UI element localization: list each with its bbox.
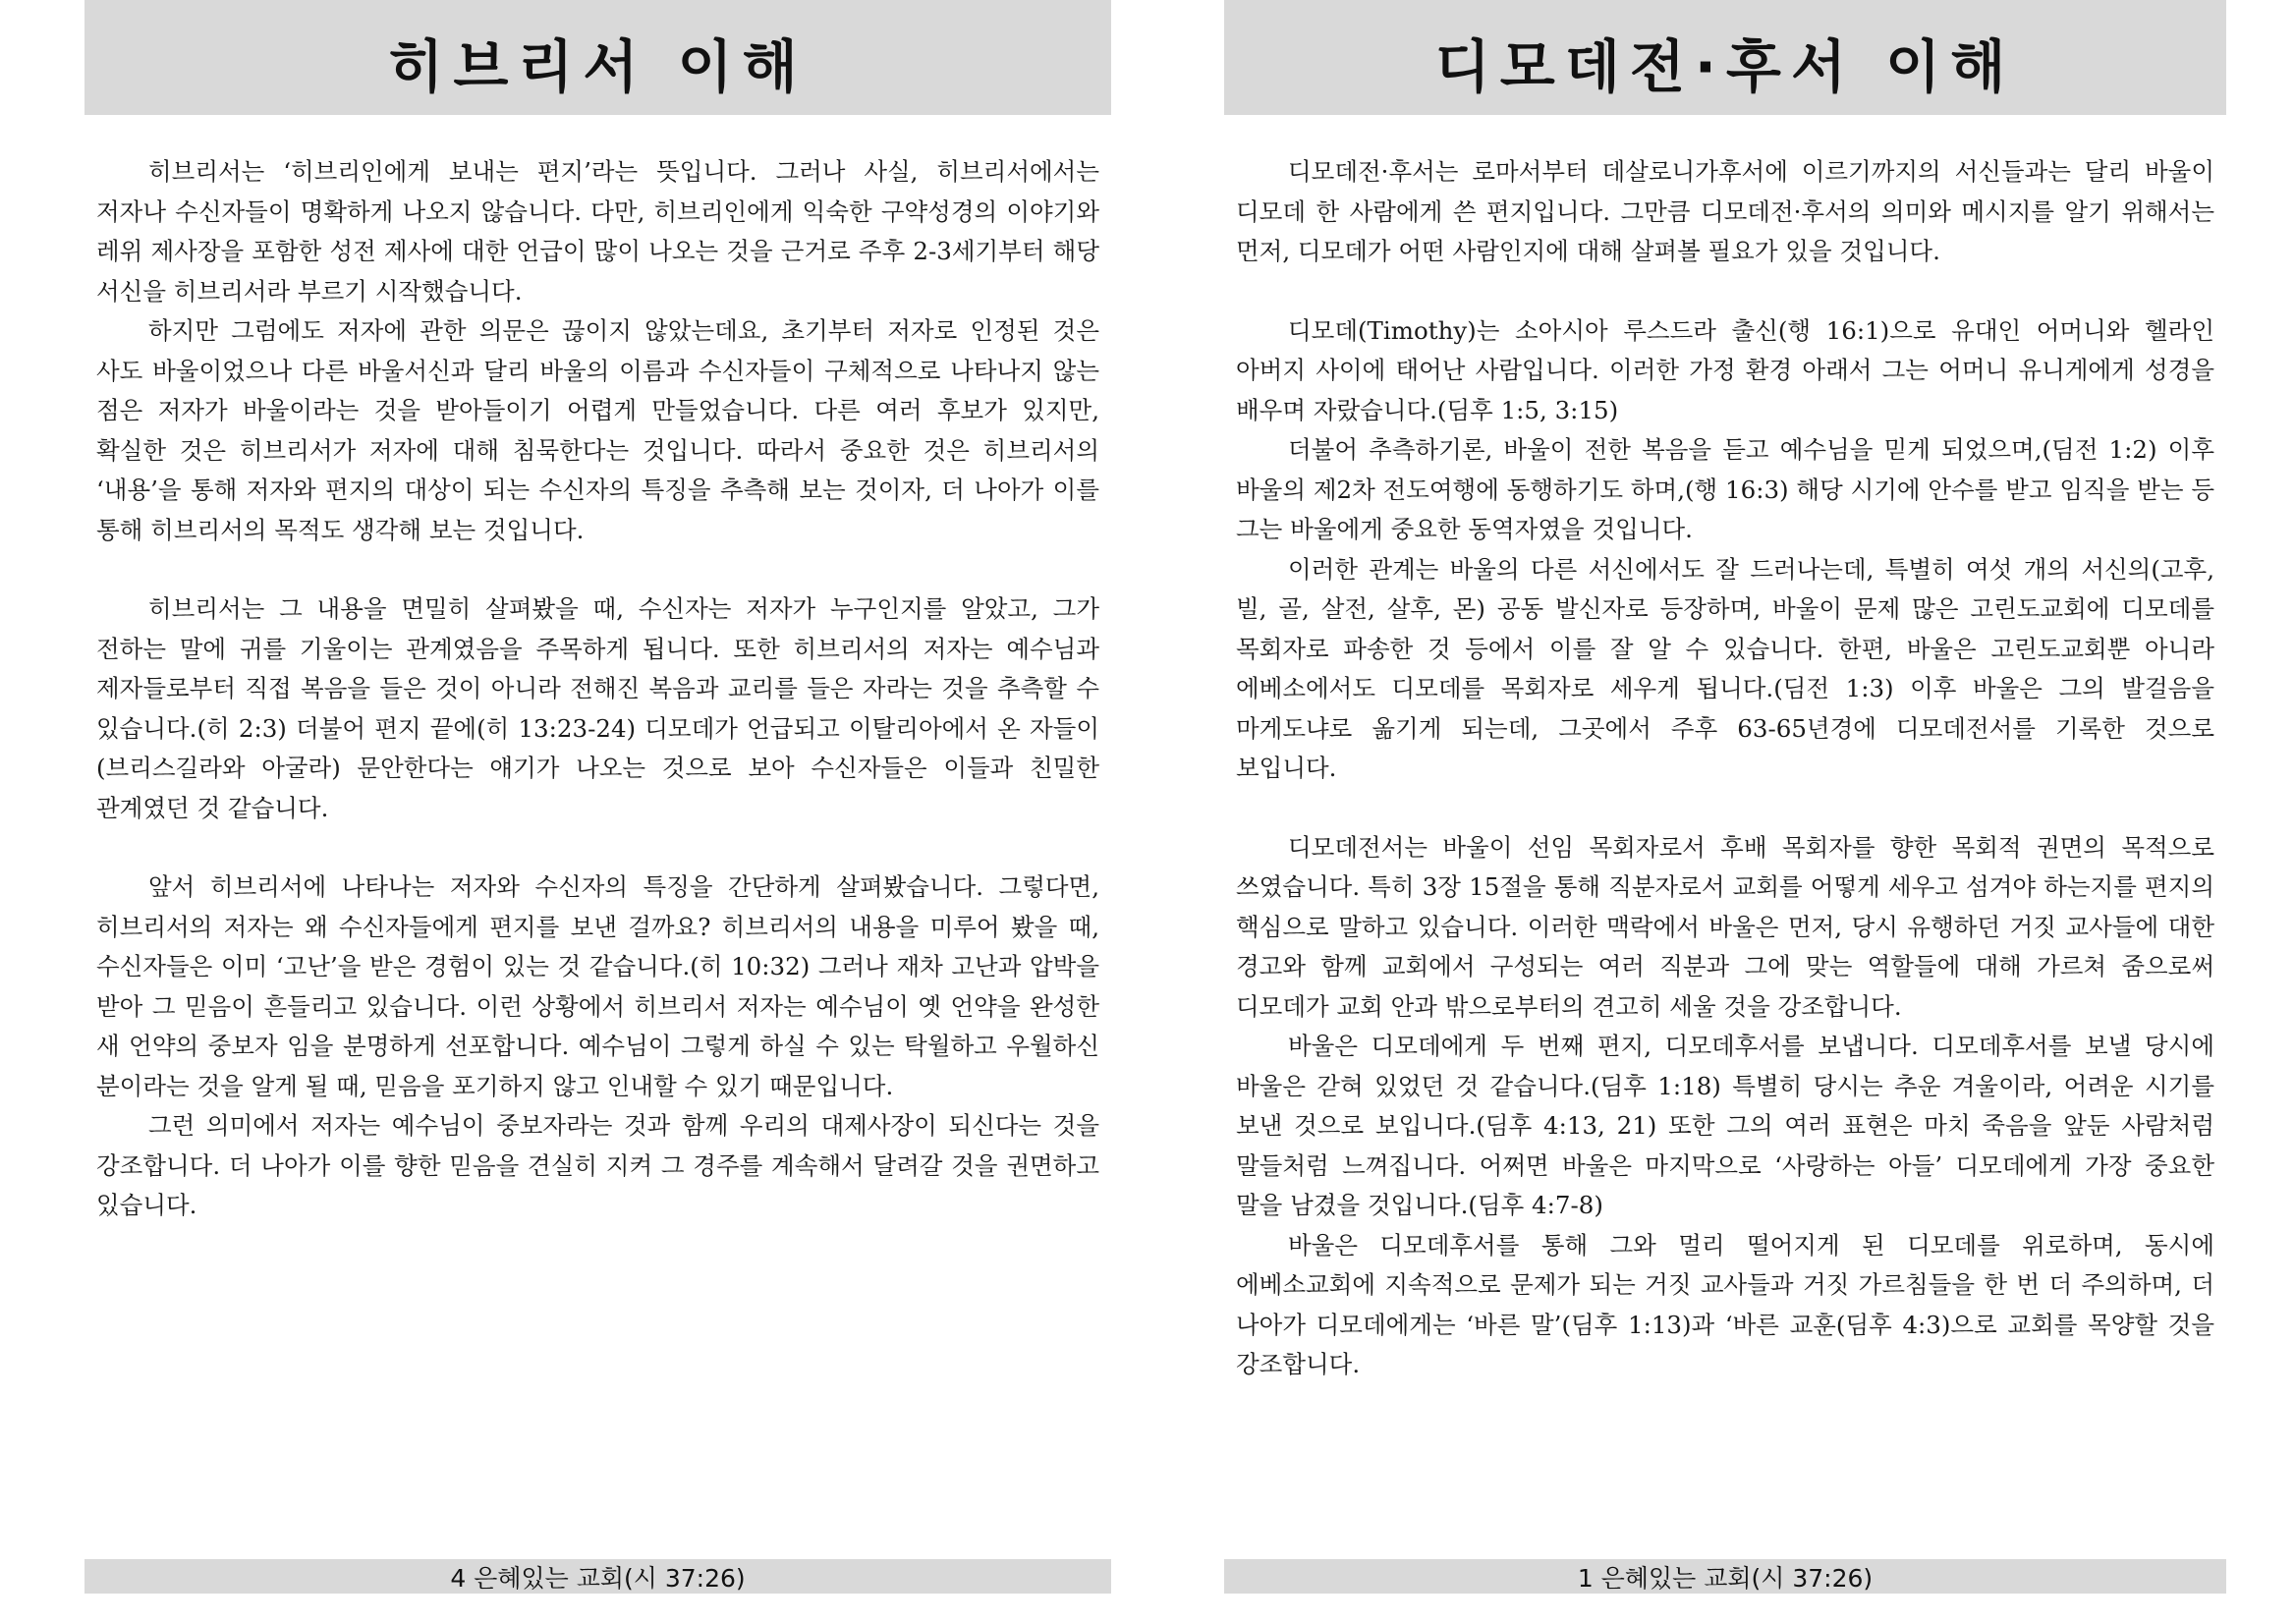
- left-page-footer: [84, 1559, 1111, 1594]
- left-page-title: 히브리서 이해: [388, 32, 808, 100]
- right-page: [1224, 0, 2226, 1593]
- right-page-body: [1224, 115, 2226, 1385]
- left-page-body: [84, 115, 1111, 1226]
- left-paragraph: 히브리서는 그 내용을 면밀히 살펴봤을 때, 수신자는 저자가 누구인지를 알았고, 그가 전하는 말에 귀를 기울이는 관계였음을 주목하게 됩니다. 또한 히브리서의 저자는 예수님과 제자들로부터 직접 복음을 들은 것이 아니라 전해진 복음과 교리를 들은 자라는 것을 추측할 수 있습니다.(히 2:3) 더불어 편지 끝에(히 13:23-24) 디모데가 언급되고 이탈리아에서 온 자들이(브리스길라와 아굴라) 문안한다는 얘기가 나오는 것으로 보아 수신자들은 이들과 친밀한 관계였던 것 같습니다.: [96, 594, 1099, 822]
- right-paragraph: 디모데전·후서는 로마서부터 데살로니가후서에 이르기까지의 서신들과는 달리 바울이 디모데 한 사람에게 쓴 편지입니다. 그만큼 디모데전·후서의 의미와 메시지를 알기 위해서는 먼저, 디모데가 어떤 사람인지에 대해 살펴볼 필요가 있을 것입니다.: [1236, 157, 2214, 265]
- right-page-footer: [1224, 1559, 2226, 1594]
- right-footer-text: 1 은혜있는 교회(시 37:26): [1577, 1563, 1874, 1593]
- left-title-bar: [84, 0, 1111, 115]
- right-paragraph: 더불어 추측하기론, 바울이 전한 복음을 듣고 예수님을 믿게 되었으며,(딤전 1:2) 이후 바울의 제2차 전도여행에 동행하기도 하며,(행 16:3) 해당 시기에 안수를 받고 임직을 받는 등 그는 바울에게 중요한 동역자였을 것입니다.: [1236, 435, 2214, 543]
- left-paragraph: 하지만 그럼에도 저자에 관한 의문은 끊이지 않았는데요, 초기부터 저자로 인정된 것은 사도 바울이었으나 다른 바울서신과 달리 바울의 이름과 수신자들이 구체적으로 나타나지 않는 점은 저자가 바울이라는 것을 받아들이기 어렵게 만들었습니다. 다른 여러 후보가 있지만, 확실한 것은 히브리서가 저자에 대해 침묵한다는 것입니다. 따라서 중요한 것은 히브리서의 ‘내용’을 통해 저자와 편지의 대상이 되는 수신자의 특징을 추측해 보는 것이자, 더 나아가 이를 통해 히브리서의 목적도 생각해 보는 것입니다.: [96, 316, 1099, 544]
- left-paragraph: 그런 의미에서 저자는 예수님이 중보자라는 것과 함께 우리의 대제사장이 되신다는 것을 강조합니다. 더 나아가 이를 향한 믿음을 견실히 지켜 그 경주를 계속해서 달려갈 것을 권면하고 있습니다.: [96, 1111, 1099, 1219]
- left-footer-text: 4 은혜있는 교회(시 37:26): [450, 1563, 746, 1593]
- left-paragraph: 앞서 히브리서에 나타나는 저자와 수신자의 특징을 간단하게 살펴봤습니다. 그렇다면, 히브리서의 저자는 왜 수신자들에게 편지를 보낸 걸까요? 히브리서의 내용을 미루어 봤을 때, 수신자들은 이미 ‘고난’을 받은 경험이 있는 것 같습니다.(히 10:32) 그러나 재차 고난과 압박을 받아 그 믿음이 흔들리고 있습니다. 이런 상황에서 히브리서 저자는 예수님이 옛 언약을 완성한 새 언약의 중보자 임을 분명하게 선포합니다. 예수님이 그렇게 하실 수 있는 탁월하고 우월하신 분이라는 것을 알게 될 때, 믿음을 포기하지 않고 인내할 수 있기 때문입니다.: [96, 872, 1099, 1100]
- left-page: [84, 0, 1111, 1593]
- right-paragraph: 이러한 관계는 바울의 다른 서신에서도 잘 드러나는데, 특별히 여섯 개의 서신의(고후, 빌, 골, 살전, 살후, 몬) 공동 발신자로 등장하며, 바울이 문제 많은 고린도교회에 디모데를 목회자로 파송한 것 등에서 이를 잘 알 수 있습니다. 한편, 바울은 고린도교회뿐 아니라 에베소에서도 디모데를 목회자로 세우게 됩니다.(딤전 1:3) 이후 바울은 그의 발걸음을 마게도냐로 옮기게 되는데, 그곳에서 주후 63-65년경에 디모데전서를 기록한 것으로 보입니다.: [1236, 554, 2214, 782]
- right-title-bar: [1224, 0, 2226, 115]
- right-paragraph: 바울은 디모데후서를 통해 그와 멀리 떨어지게 된 디모데를 위로하며, 동시에 에베소교회에 지속적으로 문제가 되는 거짓 교사들과 거짓 가르침들을 한 번 더 주의하며, 더 나아가 디모데에게는 ‘바른 말’(딤후 1:13)과 ‘바른 교훈(딤후 4:3)으로 교회를 목양할 것을 강조합니다.: [1236, 1230, 2214, 1378]
- left-paragraph: 히브리서는 ‘히브리인에게 보내는 편지’라는 뜻입니다. 그러나 사실, 히브리서에서는 저자나 수신자들이 명확하게 나오지 않습니다. 다만, 히브리인에게 익숙한 구약성경의 이야기와 레위 제사장을 포함한 성전 제사에 대한 언급이 많이 나오는 것을 근거로 주후 2-3세기부터 해당 서신을 히브리서라 부르기 시작했습니다.: [96, 157, 1099, 306]
- right-paragraph: 디모데(Timothy)는 소아시아 루스드라 출신(행 16:1)으로 유대인 어머니와 헬라인 아버지 사이에 태어난 사람입니다. 이러한 가정 환경 아래서 그는 어머니 유니게에게 성경을 배우며 자랐습니다.(딤후 1:5, 3:15): [1236, 315, 2214, 424]
- right-paragraph: 디모데전서는 바울이 선임 목회자로서 후배 목회자를 향한 목회적 권면의 목적으로 쓰였습니다. 특히 3장 15절을 통해 직분자로서 교회를 어떻게 세우고 섬겨야 하는지를 편지의 핵심으로 말하고 있습니다. 이러한 맥락에서 바울은 먼저, 당시 유행하던 거짓 교사들에 대한 경고와 함께 교회에서 구성되는 여러 직분과 그에 맞는 역할들에 대해 가르쳐 줌으로써 디모데가 교회 안과 밖으로부터의 견고히 세울 것을 강조합니다.: [1236, 832, 2214, 1021]
- right-paragraph: 바울은 디모데에게 두 번째 편지, 디모데후서를 보냅니다. 디모데후서를 보낼 당시에 바울은 갇혀 있었던 것 같습니다.(딤후 1:18) 특별히 당시는 추운 겨울이라, 어려운 시기를 보낸 것으로 보입니다.(딤후 4:13, 21) 또한 그의 여러 표현은 마치 죽음을 앞둔 사람처럼 말들처럼 느껴집니다. 어쩌면 바울은 마지막으로 ‘사랑하는 아들’ 디모데에게 가장 중요한 말을 남겼을 것입니다.(딤후 4:7-8): [1236, 1032, 2214, 1219]
- right-page-title: 디모데전·후서 이해: [1434, 32, 2016, 100]
